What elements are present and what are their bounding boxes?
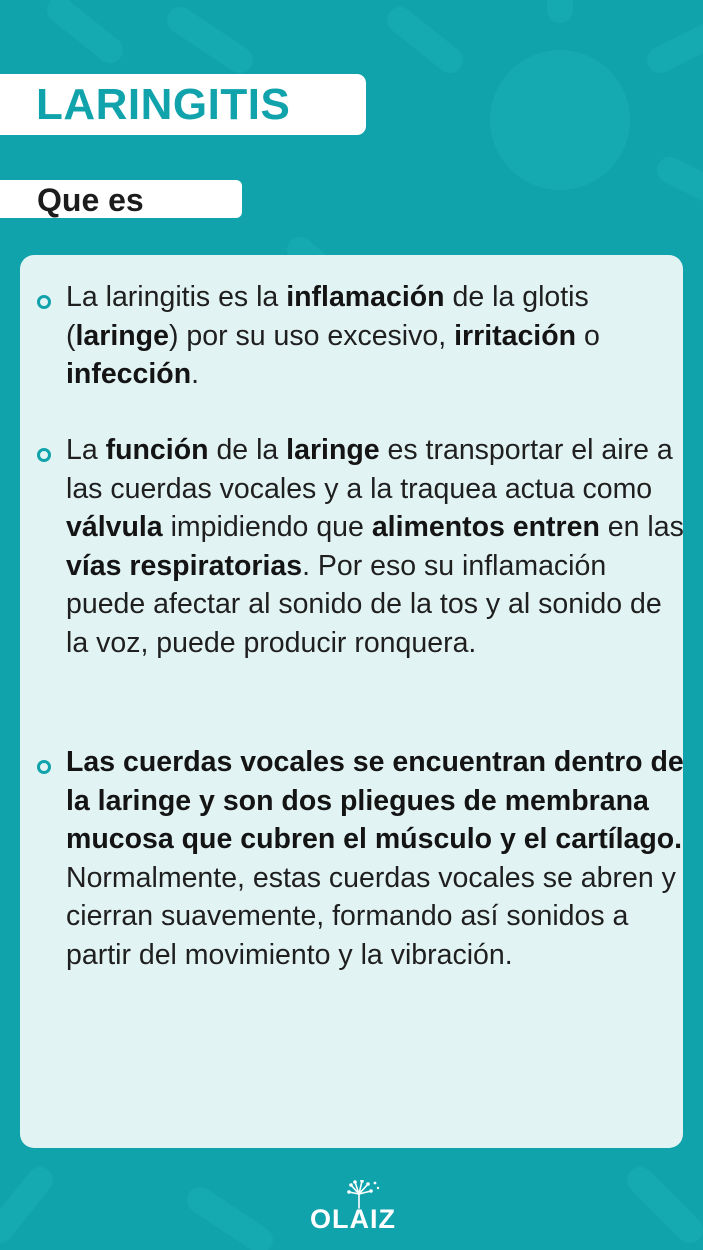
bullet-icon <box>37 760 51 774</box>
text-segment: La laringitis es la <box>66 281 287 313</box>
bold-text: vías respiratorias <box>66 549 303 582</box>
bullet-icon <box>37 448 51 462</box>
text-segment: o <box>576 319 600 352</box>
bold-text: infección <box>66 358 192 390</box>
logo <box>305 1180 401 1234</box>
text-segment: . Por eso su inflamación puede afectar al sonido de la tos y al sonido de la voz, puede producir ronquera. <box>66 549 662 659</box>
title-banner <box>0 74 366 135</box>
list-item-text <box>66 278 686 394</box>
bold-text: válvula <box>66 511 163 543</box>
content-card <box>20 255 683 1148</box>
bold-text: irritación <box>454 319 577 352</box>
list-item-text <box>66 743 686 974</box>
text-segment: es transportar el aire a las cuerdas vocales y a la traquea actua como <box>66 434 673 505</box>
bold-text: alimentos entren <box>371 511 600 543</box>
logo-text: OLAIZ <box>310 1204 396 1234</box>
text-segment: Normalmente, estas cuerdas vocales se abren y cierran suavemente, formando así sonidos a partir del movimiento y la vibración. <box>66 861 676 971</box>
text-segment: La <box>66 434 106 466</box>
bold-text: laringe <box>286 434 380 466</box>
text-segment: en las <box>599 511 684 543</box>
text-segment: de la glotis ( <box>66 281 589 352</box>
page-title: LARINGITIS <box>36 80 291 129</box>
bold-text: inflamación <box>286 281 445 313</box>
bold-text: laringe <box>75 319 169 352</box>
section-heading: Que es <box>37 182 144 218</box>
subtitle-banner <box>0 180 242 218</box>
bullet-icon <box>37 295 51 309</box>
text-segment: impidiendo que <box>162 511 372 543</box>
bold-text: Las cuerdas vocales se encuentran dentro de la laringe y son dos pliegues de membrana mucosa que cubren el músculo y el cartílago. <box>66 746 684 855</box>
bold-text: función <box>105 434 209 466</box>
text-segment: de la <box>208 434 287 466</box>
text-segment: ) por su uso excesivo, <box>168 319 455 352</box>
text-segment: . <box>191 358 200 390</box>
list-item-text <box>66 431 686 662</box>
